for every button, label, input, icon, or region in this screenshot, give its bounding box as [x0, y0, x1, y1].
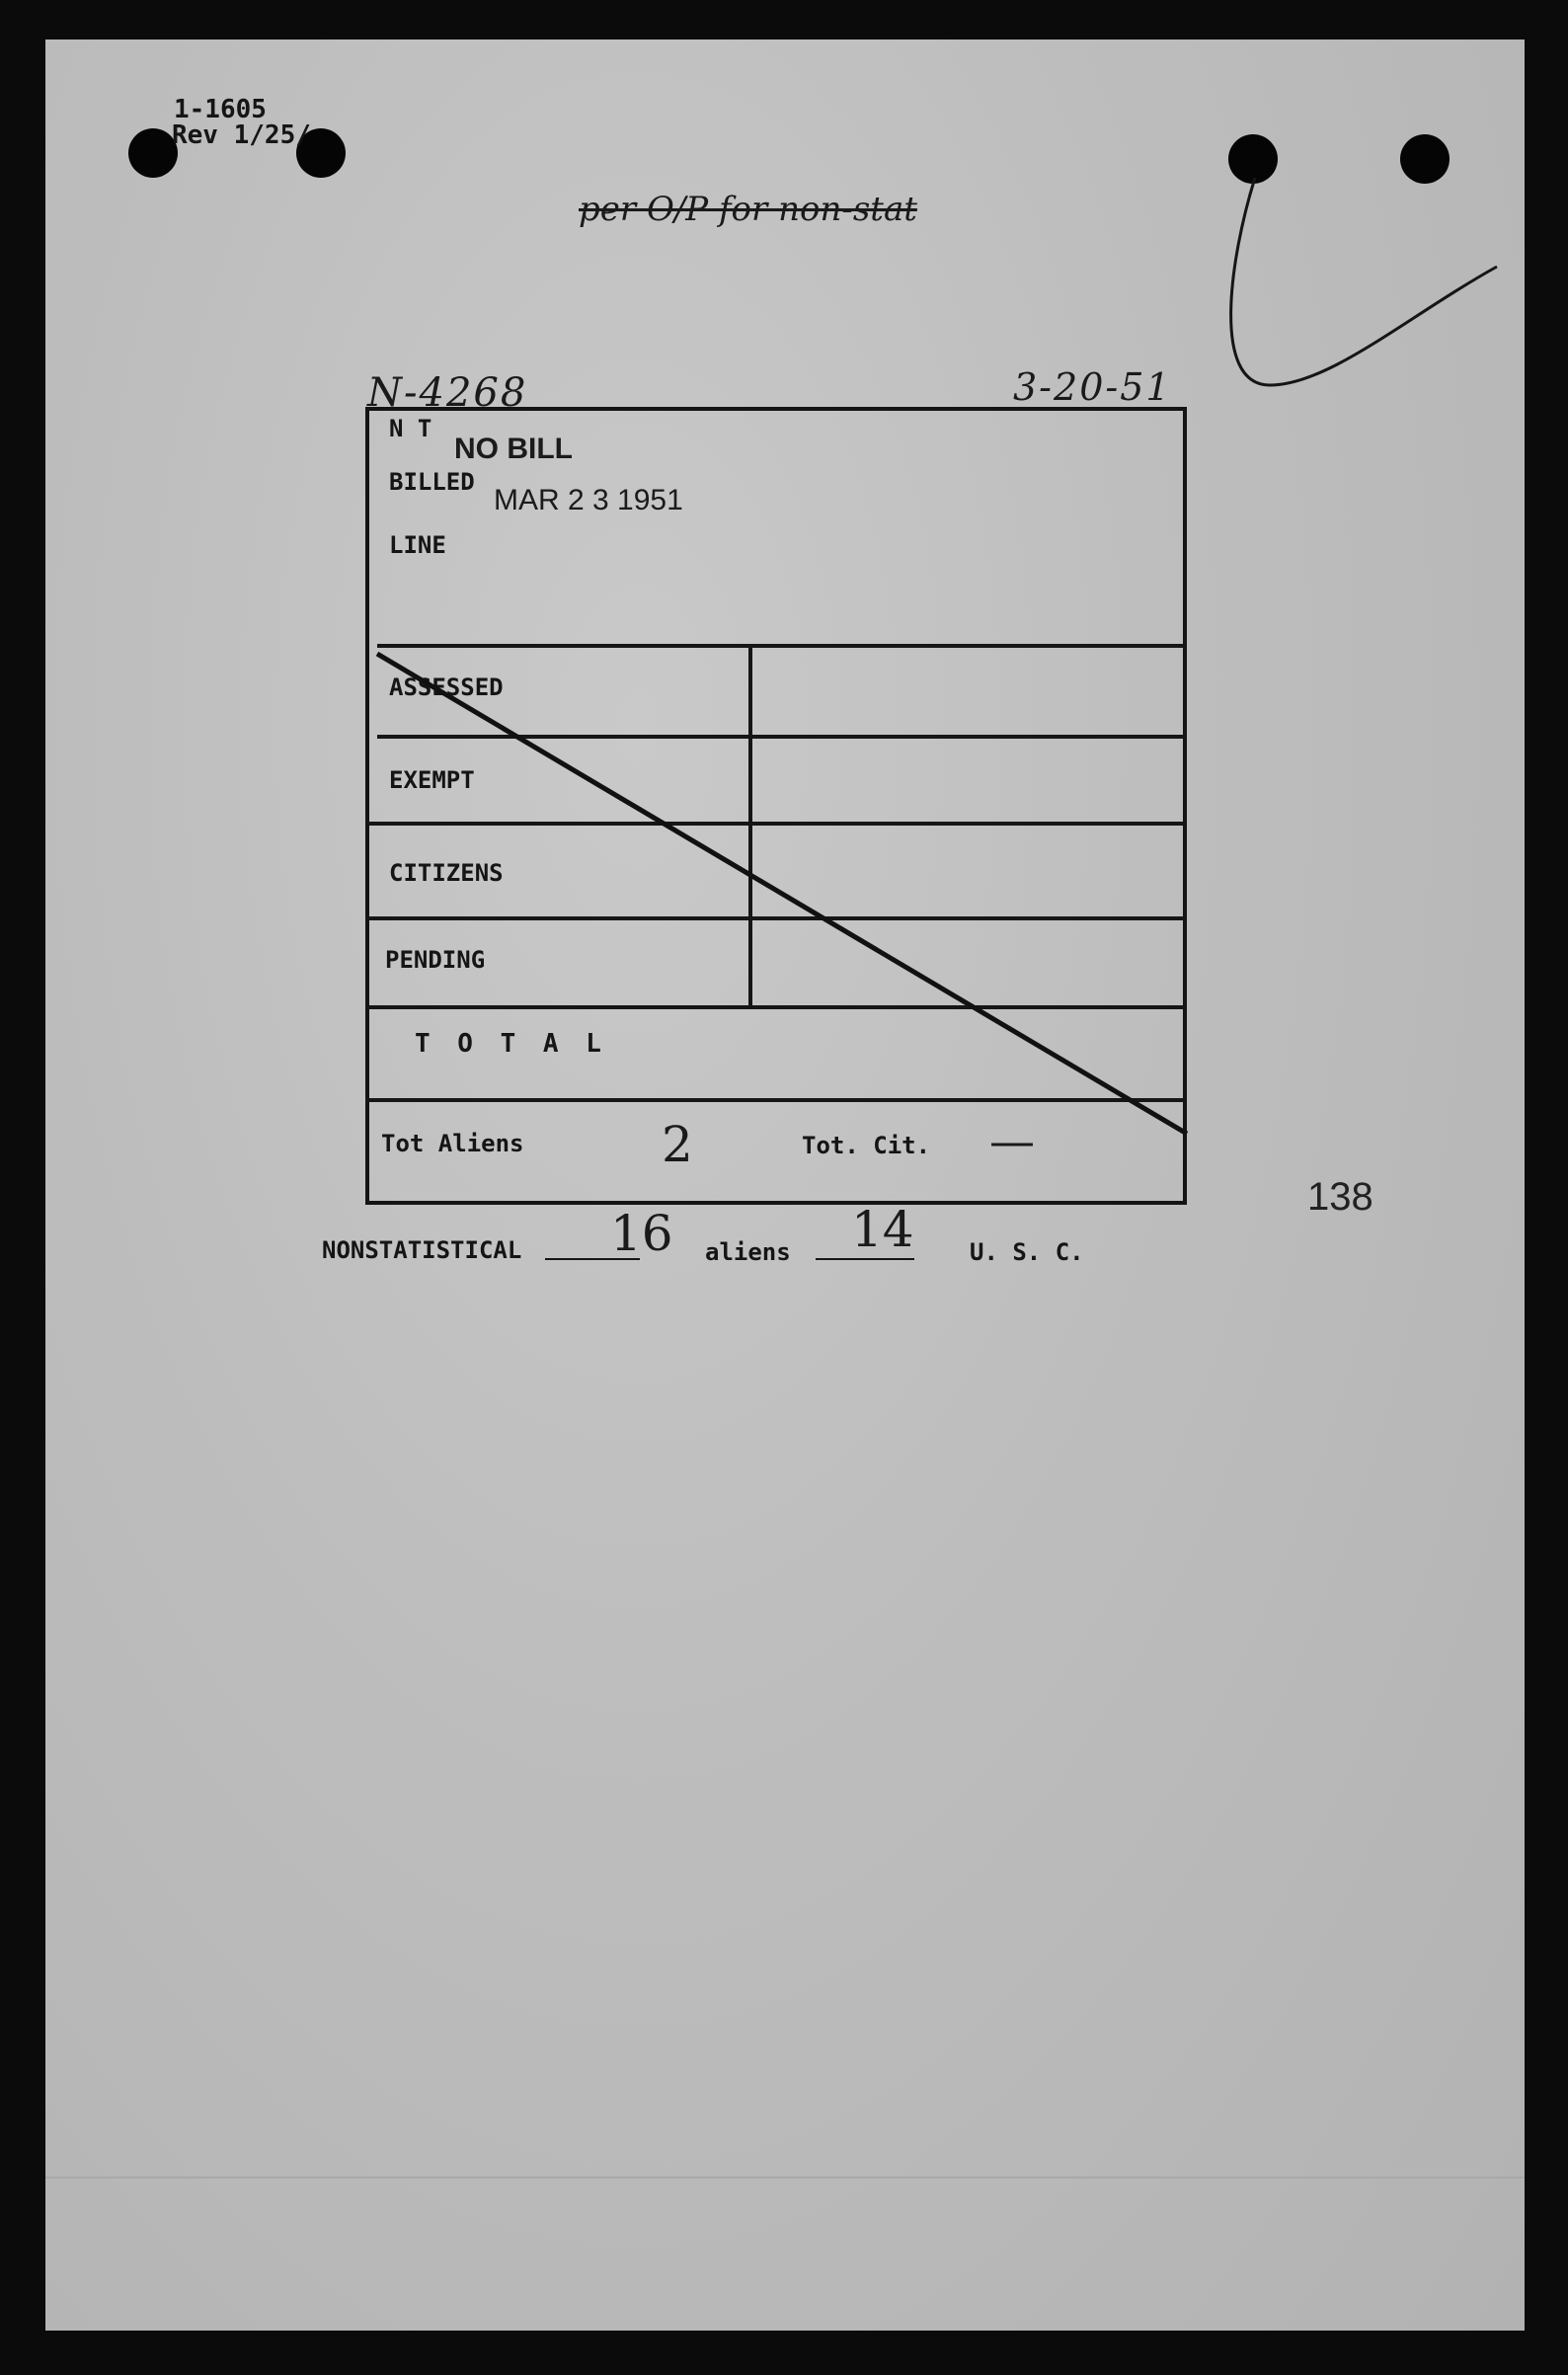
- form-revision: Rev 1/25/: [172, 120, 311, 150]
- billed-label: BILLED: [389, 468, 475, 496]
- row-label-exempt: EXEMPT: [389, 766, 475, 794]
- page-number: 138: [1307, 1175, 1373, 1219]
- fold-line: [45, 2177, 1525, 2178]
- aliens-label: aliens: [705, 1238, 791, 1266]
- nonstat-label: NONSTATISTICAL: [322, 1236, 522, 1264]
- document-page: [45, 40, 1525, 2331]
- no-bill-stamp: NO BILL: [454, 433, 573, 465]
- nonstat-usc-count: 14: [851, 1201, 914, 1258]
- tot-aliens-label: Tot Aliens: [381, 1130, 524, 1157]
- line-label: LINE: [389, 531, 446, 559]
- blank-underline: [816, 1258, 914, 1260]
- nt-label: N T: [389, 415, 432, 442]
- crossed-note: per O/P for non-stat: [579, 190, 917, 229]
- nonstat-alien-count: 16: [610, 1205, 673, 1262]
- file-id: N-4268: [367, 370, 528, 416]
- diagonal-strike: [371, 644, 1191, 1138]
- billed-date-stamp: MAR 2 3 1951: [494, 484, 683, 516]
- tot-aliens-value: 2: [662, 1116, 693, 1173]
- handwritten-date: 3-20-51: [1013, 365, 1172, 409]
- row-label-assessed: ASSESSED: [389, 673, 504, 701]
- punch-hole: [128, 128, 178, 178]
- tot-cit-label: Tot. Cit.: [802, 1132, 931, 1159]
- tot-cit-value: —: [989, 1114, 1035, 1167]
- row-label-citizens: CITIZENS: [389, 859, 504, 887]
- total-label: T O T A L: [415, 1029, 607, 1059]
- row-label-pending: PENDING: [385, 946, 486, 974]
- clip-mark: [1211, 158, 1507, 435]
- usc-label: U. S. C.: [970, 1238, 1084, 1266]
- form-number: 1-1605: [174, 95, 267, 124]
